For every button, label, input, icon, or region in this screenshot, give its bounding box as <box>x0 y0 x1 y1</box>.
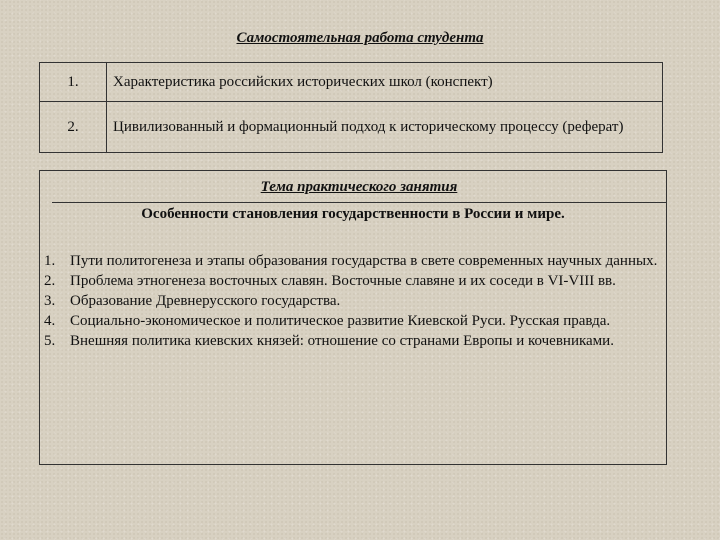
practice-box <box>39 170 667 465</box>
practice-header <box>52 171 666 203</box>
row-text: Цивилизованный и формационный подход к историческому процессу (реферат) <box>107 102 663 153</box>
item-text: Проблема этногенеза восточных славян. Восточные славяне и их соседи в VI-VIII вв. <box>70 273 616 289</box>
list-item <box>44 311 658 331</box>
row-number: 1. <box>40 63 107 102</box>
item-number: 2. <box>44 273 56 289</box>
practice-subtitle: Тема практического занятия <box>260 179 458 195</box>
item-text: Внешняя политика киевских князей: отношение со странами Европы и кочевниками. <box>70 333 614 349</box>
item-number: 3. <box>44 293 56 309</box>
list-item <box>44 331 658 351</box>
item-text: Пути политогенеза и этапы образования государства в свете современных научных данных. <box>70 253 658 269</box>
item-number: 5. <box>44 333 56 349</box>
table-row <box>40 63 663 102</box>
question-list <box>44 251 658 351</box>
item-number: 4. <box>44 313 56 329</box>
item-text: Образование Древнерусского государства. <box>70 293 341 309</box>
independent-work-table <box>39 62 663 153</box>
row-number: 2. <box>40 102 107 153</box>
table-row <box>40 102 663 153</box>
list-item <box>44 291 658 311</box>
row-text: Характеристика российских исторических школ (конспект) <box>107 63 663 102</box>
item-number: 1. <box>44 253 56 269</box>
practice-topic: Особенности становления государственности в России и мире. <box>141 206 565 222</box>
item-text: Социально-экономическое и политическое развитие Киевской Руси. Русская правда. <box>70 313 611 329</box>
page-title: Самостоятельная работа студента <box>236 30 484 46</box>
list-item <box>44 271 658 291</box>
list-item <box>44 251 658 271</box>
